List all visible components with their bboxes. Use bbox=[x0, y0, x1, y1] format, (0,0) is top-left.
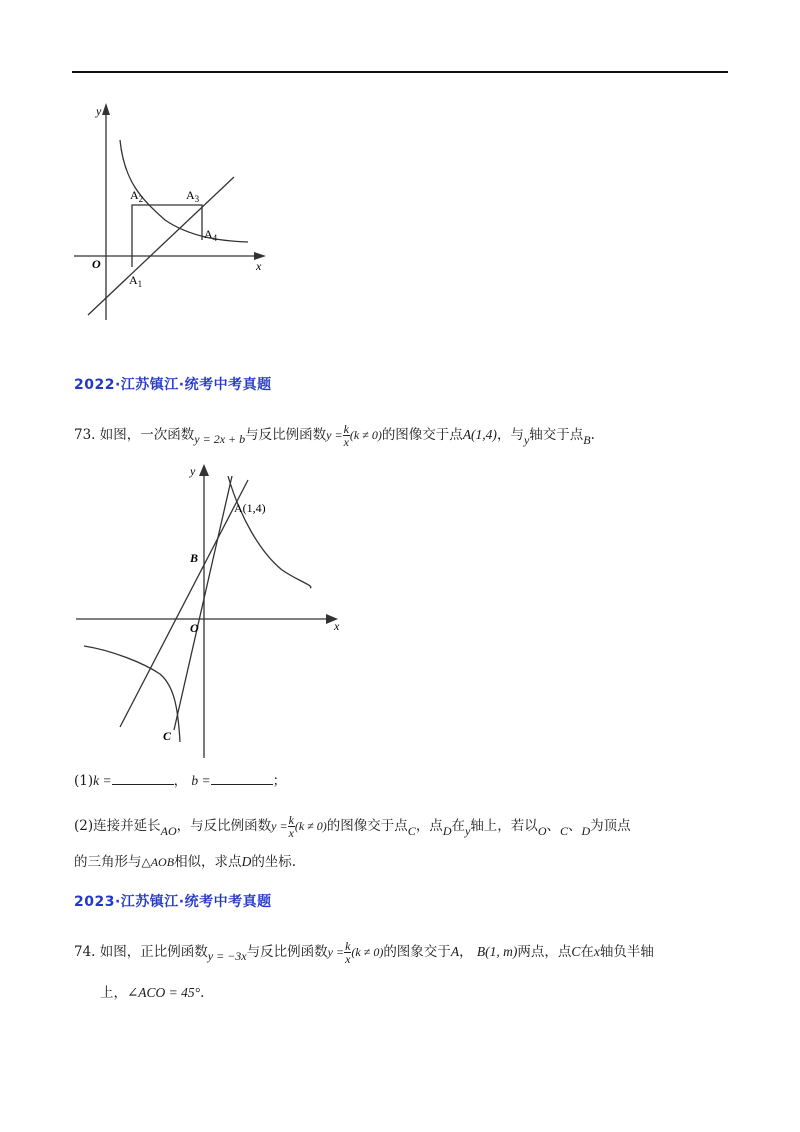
q74-text-3: 的图象交于 bbox=[383, 944, 451, 960]
q74-eq-left: y = bbox=[327, 945, 345, 959]
q73-eq2-numerator: k bbox=[343, 422, 349, 436]
part1-k: k = bbox=[93, 773, 112, 788]
q73-text-3: 的图像交于点 bbox=[381, 427, 463, 443]
fig1-a2-sub: 2 bbox=[138, 194, 144, 204]
q73-part-2-line-2 bbox=[74, 852, 296, 872]
part2-eq-condition: (k ≠ 0) bbox=[294, 819, 327, 833]
part2-text-4: 在 bbox=[451, 818, 465, 834]
q74-c: C bbox=[571, 944, 581, 959]
part2-text-5: 轴上，若以 bbox=[470, 818, 538, 834]
q73-text-1: 如图，一次函数 bbox=[99, 427, 195, 443]
q74-eq-condition: (k ≠ 0) bbox=[351, 945, 384, 959]
part1-end: ； bbox=[272, 773, 287, 789]
q74-text-2: 与反比例函数 bbox=[246, 944, 328, 960]
question-74-line-1 bbox=[74, 940, 654, 965]
fig1-rectangle bbox=[132, 205, 202, 267]
q74-x: x bbox=[593, 944, 600, 959]
part1-b-answer-blank[interactable] bbox=[211, 772, 273, 785]
q73-part-2-line-1 bbox=[74, 814, 631, 839]
q74-angle: ∠ACO = 45° bbox=[127, 985, 201, 1000]
part2-d2: D bbox=[581, 824, 591, 838]
part2-text-3: ，点 bbox=[415, 818, 443, 834]
part2-text-2: 的图像交于点 bbox=[326, 818, 408, 834]
part1-b: b = bbox=[191, 773, 211, 788]
part2-d: D bbox=[442, 824, 452, 838]
part2-line2-a: 的三角形与 bbox=[74, 854, 142, 870]
fig2-line-ab bbox=[120, 480, 248, 727]
fig1-a3-sub: 3 bbox=[194, 194, 200, 204]
part2-c2: C bbox=[559, 824, 568, 838]
part2-ao: AO bbox=[160, 824, 177, 838]
svg-text:A4 bbox=[204, 227, 218, 243]
q74-text-5: 两点，点 bbox=[517, 944, 572, 960]
fig1-a4-label: A bbox=[204, 227, 213, 241]
part2-eq-denominator: x bbox=[288, 826, 294, 840]
question-73 bbox=[74, 423, 595, 448]
part2-eq-numerator: k bbox=[288, 813, 294, 827]
q74-text-7: 轴负半轴 bbox=[599, 944, 654, 960]
fig1-a2-label: A bbox=[130, 188, 139, 202]
part2-text-7: 、 bbox=[568, 818, 582, 834]
figure-2-graph bbox=[70, 462, 360, 762]
q73-point-a: A(1,4) bbox=[462, 427, 497, 442]
fig1-a4-sub: 4 bbox=[212, 233, 218, 243]
q73-eq2-fraction bbox=[343, 423, 350, 448]
q74-text-1: 如图，正比例函数 bbox=[99, 944, 208, 960]
q73-text-4: ，与 bbox=[496, 427, 524, 443]
fig1-x-label: x bbox=[256, 259, 262, 273]
q73-text-2: 与反比例函数 bbox=[245, 427, 327, 443]
source-label-2023: 2023·江苏镇江·统考中考真题 bbox=[74, 894, 272, 910]
q73-eq2-left: y = bbox=[326, 428, 343, 442]
part2-text-6: 、 bbox=[546, 818, 560, 834]
q73-eq2-denominator: x bbox=[343, 435, 349, 449]
fig2-label-c: C bbox=[163, 729, 172, 743]
q73-point-b: B bbox=[583, 433, 591, 447]
source-label-2022: 2022·江苏镇江·统考中考真题 bbox=[74, 377, 272, 393]
fig1-y-label: y bbox=[96, 104, 102, 118]
fig1-line bbox=[88, 177, 234, 315]
fig2-x-label: x bbox=[334, 619, 340, 633]
q74-line2-b: . bbox=[200, 985, 205, 1001]
svg-text:A2 bbox=[130, 188, 143, 204]
fig2-label-a: A(1,4) bbox=[234, 501, 266, 515]
q74-number: 74. bbox=[74, 944, 96, 960]
q74-b: B(1, m) bbox=[476, 944, 518, 959]
q73-eq2-condition: (k ≠ 0) bbox=[349, 428, 382, 442]
part2-y: y bbox=[464, 824, 471, 838]
part2-d3: D bbox=[241, 854, 252, 869]
fig2-hyperbola-upper bbox=[228, 476, 311, 588]
fig2-y-label: y bbox=[190, 464, 196, 478]
part2-text-8: 为顶点 bbox=[590, 818, 631, 834]
q73-eq1: y = 2x + b bbox=[194, 432, 246, 446]
header-rule bbox=[72, 71, 728, 73]
q73-part-1 bbox=[74, 771, 286, 791]
part2-line2-b: 相似，求点 bbox=[174, 854, 242, 870]
svg-text:A1 bbox=[129, 273, 142, 289]
fig2-label-b: B bbox=[190, 551, 199, 565]
q73-text-5: 轴交于点 bbox=[529, 427, 584, 443]
fig1-hyperbola bbox=[120, 140, 248, 242]
part2-prefix: (2)连接并延长 bbox=[74, 818, 161, 834]
fig2-line-ac bbox=[174, 476, 232, 730]
figure-1-graph bbox=[70, 95, 280, 325]
q74-eq-denominator: x bbox=[345, 952, 351, 966]
q74-line2-a: 上， bbox=[100, 985, 127, 1001]
q73-text-6: . bbox=[590, 427, 595, 443]
fig1-origin-label: O bbox=[92, 257, 101, 271]
part2-eq-fraction bbox=[288, 814, 295, 839]
part2-eq-left: y = bbox=[271, 819, 288, 833]
q74-a: A bbox=[450, 944, 460, 959]
question-74-line-2 bbox=[100, 983, 204, 1003]
q73-number: 73. bbox=[74, 427, 96, 443]
fig1-a3-label: A bbox=[186, 188, 195, 202]
fig1-a1-sub: 1 bbox=[137, 279, 143, 289]
part2-o: O bbox=[537, 824, 547, 838]
q73-y: y bbox=[523, 433, 530, 447]
part1-sep: ， bbox=[173, 773, 188, 789]
part2-text-1: ，与反比例函数 bbox=[176, 818, 272, 834]
fig1-a1-label: A bbox=[129, 273, 138, 287]
q74-text-4: ， bbox=[459, 944, 473, 960]
fig2-hyperbola-lower bbox=[84, 646, 180, 742]
q74-eq1: y = −3x bbox=[207, 949, 247, 963]
part2-c: C bbox=[407, 824, 416, 838]
q74-text-6: 在 bbox=[580, 944, 594, 960]
part2-line2-c: 的坐标. bbox=[251, 854, 297, 870]
q74-eq-numerator: k bbox=[345, 939, 351, 953]
fig2-origin-label: O bbox=[190, 621, 199, 635]
part1-k-answer-blank[interactable] bbox=[112, 772, 174, 785]
svg-text:A3 bbox=[186, 188, 200, 204]
part2-triangle: △AOB bbox=[141, 855, 175, 869]
part1-prefix: (1) bbox=[74, 773, 94, 789]
